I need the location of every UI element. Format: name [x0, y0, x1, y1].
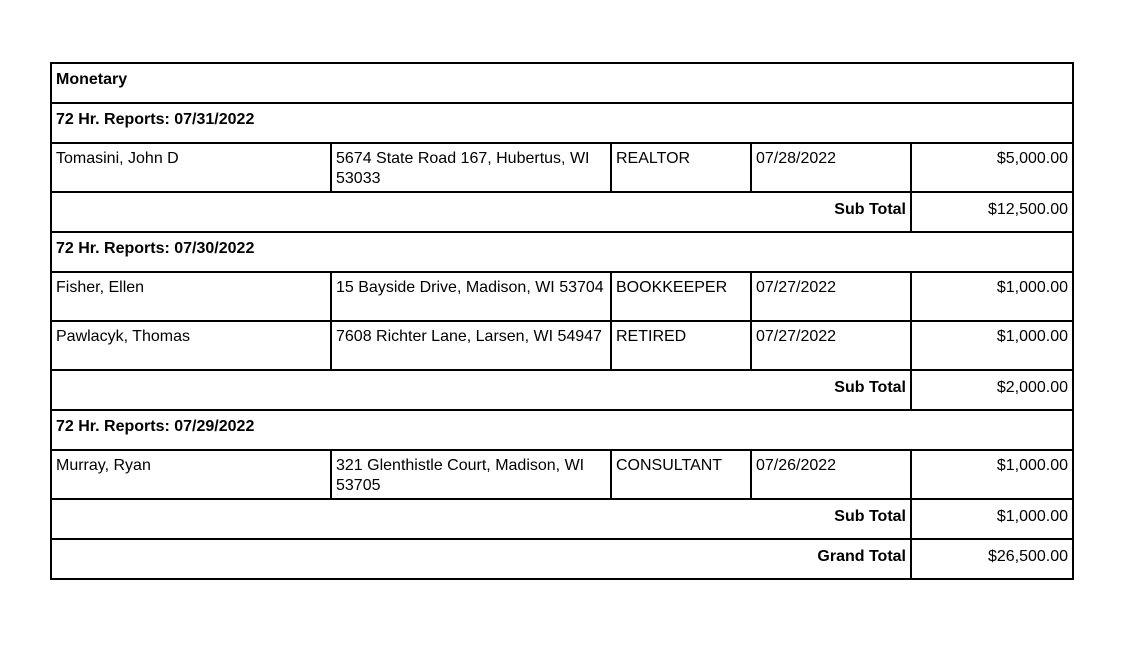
contribution-date: 07/26/2022	[751, 450, 911, 499]
grand-total-row	[51, 539, 1073, 579]
grand-total-label: Grand Total	[51, 539, 911, 579]
contribution-amount: $1,000.00	[911, 272, 1073, 321]
table-row	[51, 321, 1073, 370]
contribution-amount: $5,000.00	[911, 143, 1073, 192]
section-header-row	[51, 410, 1073, 450]
grand-total-amount: $26,500.00	[911, 539, 1073, 579]
contributor-name: Fisher, Ellen	[51, 272, 331, 321]
contributor-address: 15 Bayside Drive, Madison, WI 53704	[331, 272, 611, 321]
report-title: Monetary	[51, 63, 1073, 103]
subtotal-amount: $2,000.00	[911, 370, 1073, 410]
subtotal-row	[51, 499, 1073, 539]
contribution-date: 07/28/2022	[751, 143, 911, 192]
subtotal-row	[51, 192, 1073, 232]
contributor-address: 7608 Richter Lane, Larsen, WI 54947	[331, 321, 611, 370]
table-row	[51, 272, 1073, 321]
subtotal-amount: $12,500.00	[911, 192, 1073, 232]
section-heading: 72 Hr. Reports: 07/29/2022	[51, 410, 1073, 450]
section-header-row	[51, 103, 1073, 143]
contribution-date: 07/27/2022	[751, 272, 911, 321]
subtotal-amount: $1,000.00	[911, 499, 1073, 539]
contributor-occupation: BOOKKEEPER	[611, 272, 751, 321]
subtotal-label: Sub Total	[51, 370, 911, 410]
subtotal-label: Sub Total	[51, 499, 911, 539]
contributor-name: Pawlacyk, Thomas	[51, 321, 331, 370]
contributor-occupation: REALTOR	[611, 143, 751, 192]
section-heading: 72 Hr. Reports: 07/31/2022	[51, 103, 1073, 143]
monetary-report-table	[50, 62, 1074, 580]
subtotal-label: Sub Total	[51, 192, 911, 232]
contributor-name: Murray, Ryan	[51, 450, 331, 499]
contributor-occupation: CONSULTANT	[611, 450, 751, 499]
contributor-name: Tomasini, John D	[51, 143, 331, 192]
contributor-occupation: RETIRED	[611, 321, 751, 370]
table-row	[51, 450, 1073, 499]
title-row	[51, 63, 1073, 103]
contribution-amount: $1,000.00	[911, 321, 1073, 370]
contributor-address: 321 Glenthistle Court, Madison, WI 53705	[331, 450, 611, 499]
contributor-address: 5674 State Road 167, Hubertus, WI 53033	[331, 143, 611, 192]
section-heading: 72 Hr. Reports: 07/30/2022	[51, 232, 1073, 272]
subtotal-row	[51, 370, 1073, 410]
contribution-date: 07/27/2022	[751, 321, 911, 370]
table-row	[51, 143, 1073, 192]
section-header-row	[51, 232, 1073, 272]
contribution-amount: $1,000.00	[911, 450, 1073, 499]
